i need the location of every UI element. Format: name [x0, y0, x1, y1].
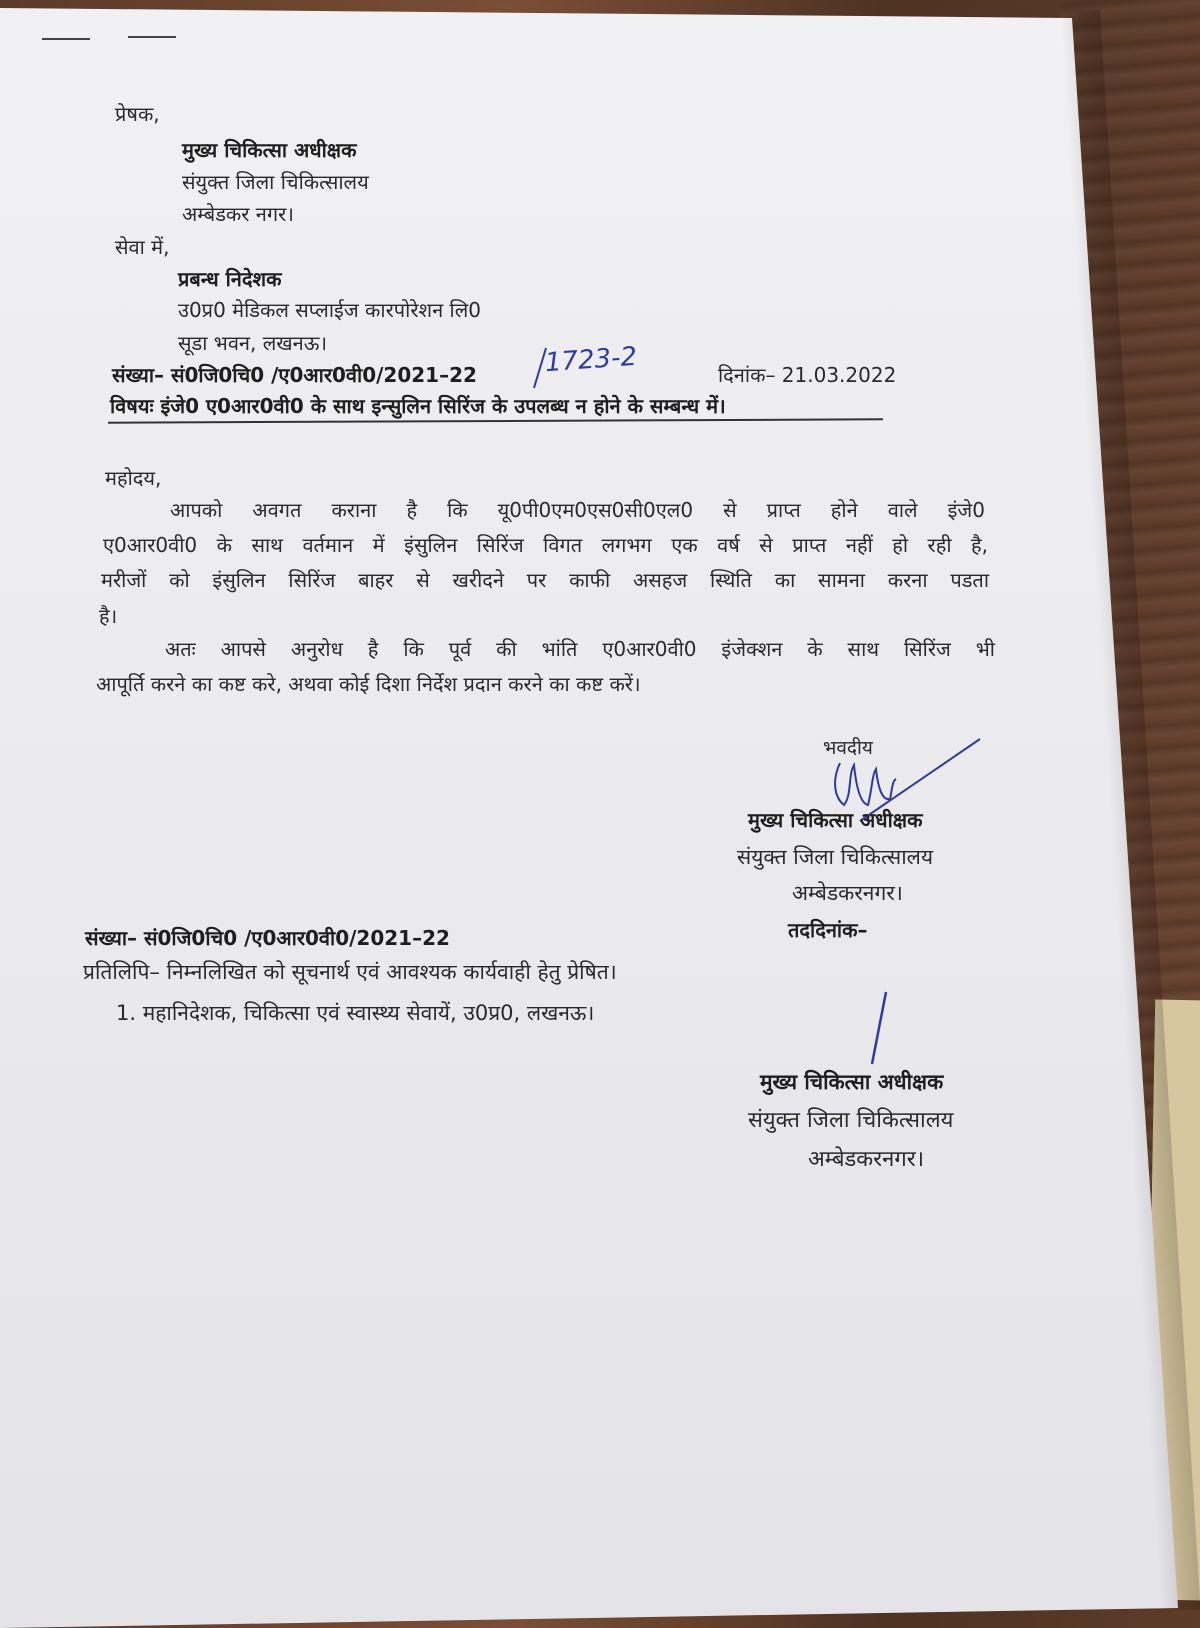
signatory1-title: मुख्य चिकित्सा अधीक्षक — [748, 808, 923, 832]
sender-label: प्रेषक, — [115, 102, 160, 126]
reference-date: दिनांक– 21.03.2022 — [718, 363, 897, 387]
sender-hospital: संयुक्त जिला चिकित्सालय — [182, 170, 369, 194]
body-para2-line2: आपूर्ति करने का कष्ट करे, अथवा कोई दिशा निर्देश प्रदान करने का कष्ट करें। — [96, 672, 641, 696]
copy-recipient-1: 1. महानिदेशक, चिकित्सा एवं स्वास्थ्य सेवायें, उ0प्र0, लखनऊ। — [116, 1001, 595, 1025]
handwritten-initial-stroke — [866, 990, 896, 1070]
signatory2-city: अम्बेडकरनगर। — [808, 1147, 925, 1172]
body-para1-line3: मरीजों को इंसुलिन सिरिंज बाहर से खरीदने पर काफी असहज स्थिति का सामना करना पडता — [101, 568, 989, 592]
top-dash-right — [128, 36, 176, 38]
closing-bhavdiya: भवदीय — [823, 737, 873, 759]
subject-line: विषयः इंजे0 ए0आर0वी0 के साथ इन्सुलिन सिरिंज के उपलब्ध न होने के सम्बन्ध में। — [110, 394, 726, 418]
copy-date: तददिनांक– — [788, 918, 868, 942]
body-para2-line1: अतः आपसे अनुरोध है कि पूर्व की भांति ए0आर0वी0 इंजेक्शन के साथ सिरिंज भी — [165, 637, 995, 661]
recipient-address: सूडा भवन, लखनऊ। — [178, 331, 328, 355]
body-para1-line1: आपको अवगत कराना है कि यू0पी0एम0एस0सी0एल0 से प्राप्त होने वाले इंजे0 — [170, 498, 985, 522]
signatory1-city: अम्बेडकरनगर। — [792, 881, 903, 905]
body-para1-line2: ए0आर0वी0 के साथ वर्तमान में इंसुलिन सिरिंज विगत लगभग एक वर्ष से प्राप्त नहीं हो रही है, — [103, 533, 988, 557]
copy-instruction: प्रतिलिपि– निम्नलिखित को सूचनार्थ एवं आवश्यक कार्यवाही हेतु प्रेषित। — [83, 960, 617, 984]
letter-page — [0, 8, 1178, 1628]
salutation: महोदय, — [105, 466, 162, 490]
body-para1-line4: है। — [99, 604, 118, 628]
sender-city: अम्बेडकर नगर। — [182, 202, 294, 226]
reference-number: संख्या– सं0जि0चि0 /ए0आर0वी0/2021–22 — [112, 363, 477, 387]
recipient-label: सेवा में, — [115, 235, 170, 259]
recipient-title: प्रबन्ध निदेशक — [178, 267, 282, 291]
signatory2-hospital: संयुक्त जिला चिकित्सालय — [748, 1108, 954, 1133]
handwritten-dispatch-number: 1723-2 — [544, 341, 639, 379]
recipient-org: उ0प्र0 मेडिकल सप्लाईज कारपोरेशन लि0 — [178, 298, 482, 322]
signatory2-title: मुख्य चिकित्सा अधीक्षक — [760, 1070, 944, 1094]
signatory1-hospital: संयुक्त जिला चिकित्सालय — [737, 845, 934, 869]
copy-reference-number: संख्या– सं0जि0चि0 /ए0आर0वी0/2021–22 — [85, 926, 450, 950]
sender-title: मुख्य चिकित्सा अधीक्षक — [182, 138, 357, 162]
handwritten-slash — [530, 346, 550, 390]
top-dash-left — [42, 38, 90, 40]
